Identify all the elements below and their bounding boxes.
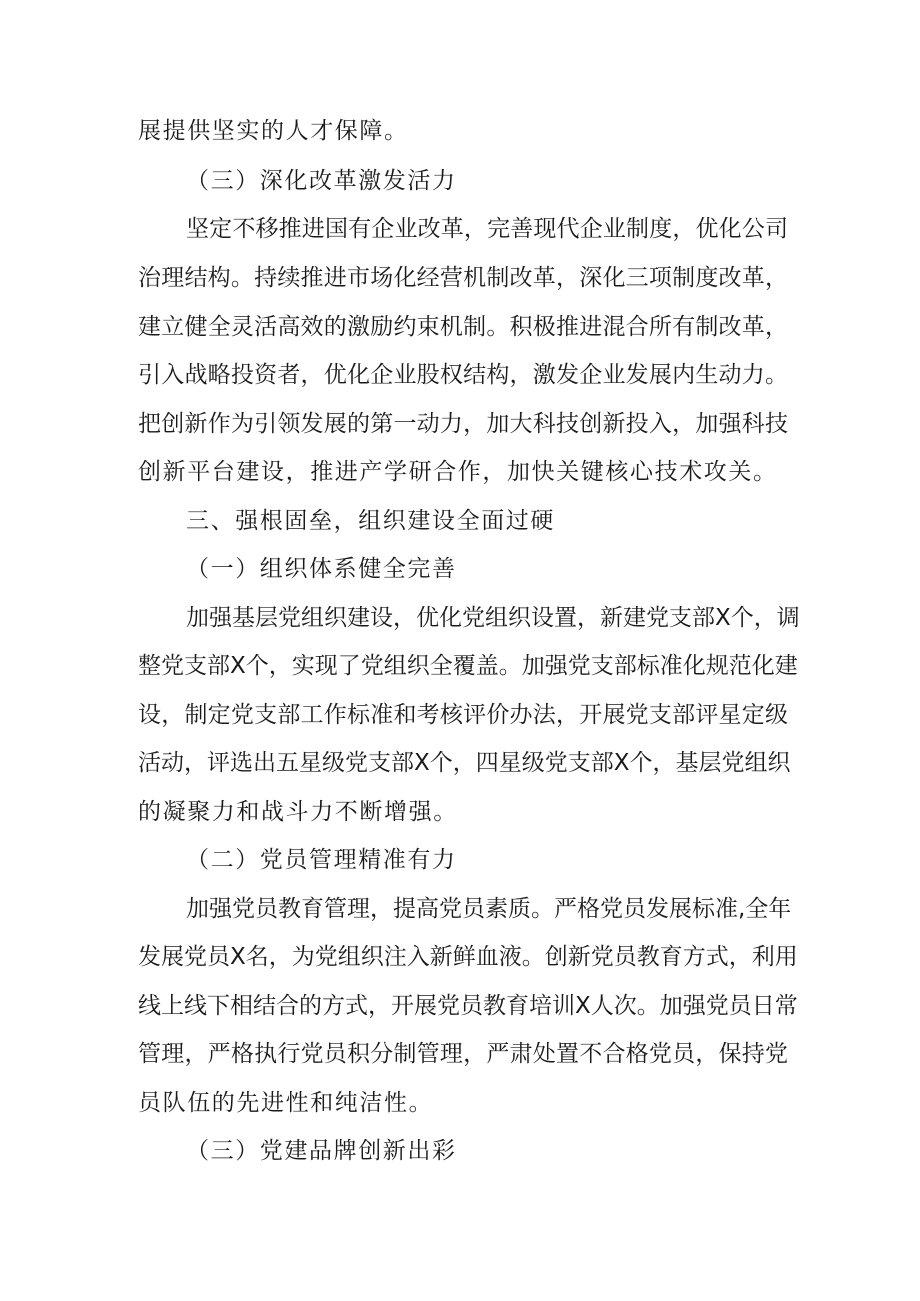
sub1-para-line-2: 整党支部X个，实现了党组织全覆盖。加强党支部标准化规范化建	[138, 653, 798, 679]
section3-para-line-4: 引入战略投资者，优化企业股权结构，激发企业发展内生动力。	[138, 362, 788, 388]
section3-heading: （三）深化改革激发活力	[186, 168, 457, 194]
section3-para-line-1: 坚定不移推进国有企业改革，完善现代企业制度，优化公司	[186, 216, 788, 242]
sub2-para-line-3: 线上线下相结合的方式，开展党员教育培训X人次。加强党员日常	[138, 993, 798, 1019]
section3-para-line-6: 创新平台建设，推进产学研合作，加快关键核心技术攻关。	[138, 459, 778, 485]
sub2-para-line-4: 管理，严格执行党员积分制管理，严肃处置不合格党员，保持党	[138, 1041, 788, 1067]
sub1-para-line-1: 加强基层党组织建设，优化党组织设置，新建党支部X个，调	[186, 605, 800, 631]
sub2-para-line-1: 加强党员教育管理，提高党员素质。严格党员发展标准,全年	[186, 896, 792, 922]
part3-heading: 三、强根固垒，组织建设全面过硬	[186, 508, 555, 534]
sub1-heading: （一）组织体系健全完善	[186, 556, 457, 582]
section3-para-line-5: 把创新作为引领发展的第一动力，加大科技创新投入，加强科技	[138, 411, 788, 437]
sub1-para-line-3: 设，制定党支部工作标准和考核评价办法，开展党支部评星定级	[138, 702, 788, 728]
sub1-para-line-5: 的凝聚力和战斗力不断增强。	[138, 799, 458, 825]
sub2-para-line-5: 员队伍的先进性和纯洁性。	[138, 1090, 434, 1116]
sub1-para-line-4: 活动，评选出五星级党支部X个，四星级党支部X个，基层党组织	[138, 750, 791, 776]
sub2-para-line-2: 发展党员X名，为党组织注入新鲜血液。创新党员教育方式，利用	[138, 944, 798, 970]
sub2-heading: （二）党员管理精准有力	[186, 847, 457, 873]
section3-para-line-3: 建立健全灵活高效的激励约束机制。积极推进混合所有制改革，	[138, 314, 788, 340]
continuation-text: 展提供坚实的人才保障。	[138, 118, 409, 144]
sub3-heading: （三）党建品牌创新出彩	[186, 1138, 457, 1164]
section3-para-line-2: 治理结构。持续推进市场化经营机制改革，深化三项制度改革，	[138, 265, 788, 291]
